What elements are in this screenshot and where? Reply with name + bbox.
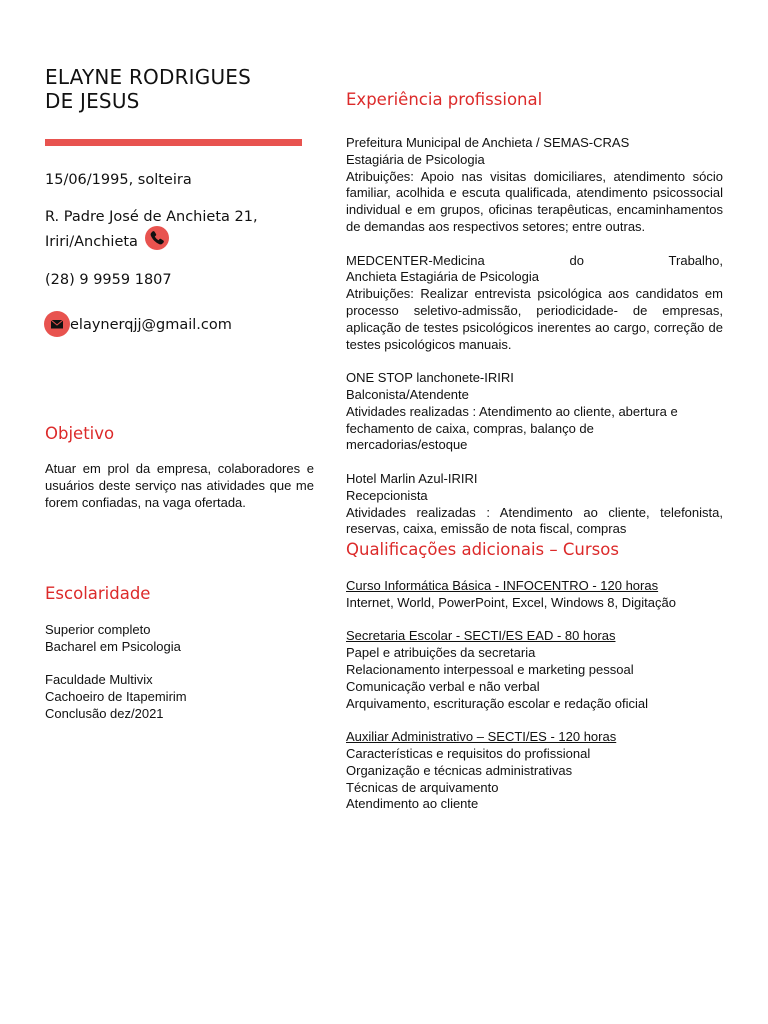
course-item: Internet, World, PowerPoint, Excel, Windows 8, Digitação [346,594,676,610]
job-entry [346,370,723,454]
course-item: Arquivamento, escrituração escolar e redação oficial [346,695,649,711]
address-line-2-row [45,230,169,254]
course-item: Comunicação verbal e não verbal [346,678,540,694]
job-company: Prefeitura Municipal de Anchieta / SEMAS-CRAS [346,135,630,150]
birth-date-status: 15/06/1995, solteira [45,172,192,188]
course-item: Organização e técnicas administrativas [346,762,573,778]
course-item: Características e requisitos do profissional [346,745,591,761]
course-item: Relacionamento interpessoal e marketing pessoal [346,661,634,677]
education-conclusion: Conclusão dez/2021 [45,705,164,721]
email-row [44,312,232,338]
objective-heading: Objetivo [45,424,115,443]
course-item: Papel e atribuições da secretaria [346,645,536,661]
education-heading: Escolaridade [45,584,151,603]
job-description: Atribuições: Apoio nas visitas domiciliares, atendimento sócio familiar, acolhida e escuta qualificada, atendimento psicossocial individual e em grupos, oficinas terapêuticas, encaminhamentos de demandas aos respectivos setores; entre outras. [346,168,723,234]
qualifications-heading: Qualificações adicionais – Cursos [346,540,619,559]
job-role: Anchieta Estagiária de Psicologia [346,269,539,285]
job-entry [346,135,723,236]
email-address[interactable]: elaynerqjj@gmail.com [70,317,232,333]
course-name: Secretaria Escolar - SECTI/ES EAD - 80 horas [346,628,616,644]
job-company: ONE STOP lanchonete-IRIRI [346,370,514,386]
phone-number: (28) 9 9959 1807 [45,272,172,288]
job-entry [346,253,723,354]
address-line-1: R. Padre José de Anchieta 21, [45,209,258,225]
candidate-name [45,65,325,113]
course-entry [346,729,723,813]
course-item: Atendimento ao cliente [346,796,479,812]
education-details [45,622,314,723]
courses-list [346,578,723,813]
job-description: Atribuições: Realizar entrevista psicológica aos candidatos em processo seletivo-admissão, periodicidade- de empresas, aplicação de testes psicológicos inerentes ao cargo, correção de testes psicológicos manuais. [346,286,723,352]
envelope-icon [44,311,70,337]
job-description: Atividades realizadas : Atendimento ao cliente, telefonista, reservas, caixa, emissão de nota fiscal, compras [346,504,723,537]
experience-heading: Experiência profissional [346,90,543,109]
job-entry [346,471,723,538]
experience-list [346,135,723,538]
objective-text: Atuar em prol da empresa, colaboradores e usuários deste serviço nas atividades que me forem confiadas, na vaga ofertada. [45,461,314,510]
course-entry [346,628,723,712]
job-company: MEDCENTER-Medicina do Trabalho, [346,252,723,268]
job-role: Balconista/Atendente [346,386,469,402]
course-name: Auxiliar Administrativo – SECTI/ES - 120 horas [346,729,617,745]
course-name: Curso Informática Básica - INFOCENTRO - 120 horas [346,578,659,593]
job-role: Recepcionista [346,487,428,503]
job-company: Hotel Marlin Azul-IRIRI [346,470,478,486]
education-degree: Bacharel em Psicologia [45,638,181,654]
education-institution: Faculdade Multivix [45,672,153,688]
name-line-2: DE JESUS [45,89,140,113]
phone-icon [145,226,169,250]
name-line-1: ELAYNE RODRIGUES [45,65,252,89]
education-level: Superior completo [45,622,151,637]
course-item: Técnicas de arquivamento [346,779,499,795]
accent-divider [45,139,302,146]
job-role: Estagiária de Psicologia [346,151,485,167]
course-entry [346,578,723,612]
education-city: Cachoeiro de Itapemirim [45,689,187,705]
job-description: Atividades realizadas : Atendimento ao cliente, abertura e fechamento de caixa, compras, balanço de mercadorias/estoque [346,403,678,453]
address-line-2: Iriri/Anchieta [45,234,138,250]
